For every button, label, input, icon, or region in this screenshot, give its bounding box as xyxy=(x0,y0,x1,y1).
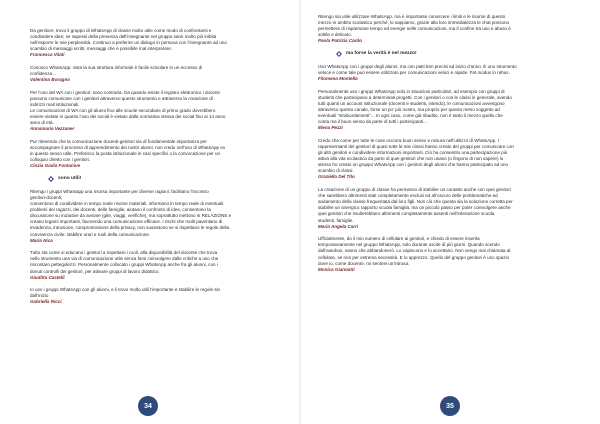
author-name: Paola Patrizia Cardo xyxy=(318,38,362,44)
testimonial-paragraph xyxy=(30,139,282,169)
paragraph-line: rappresentanti dei genitori di quasi tutte le mie classi hanno creato dei gruppi per comunicare con xyxy=(318,144,514,149)
testimonial-paragraph xyxy=(318,187,570,230)
section-heading xyxy=(336,51,570,57)
testimonial-paragraph xyxy=(30,250,282,280)
paragraph-line: andamento della classe frequentata dal loro figli. Non ciò che questa sia la soluzione corretta per xyxy=(318,199,513,205)
paragraph-line: consentono di condividere in tempo reale risorse materiali, informano in tempo reale di eventuali xyxy=(30,201,224,207)
paragraph-line: attraverso questo canale, forse un po’ più nostro, ma proprio per questo meno soggetto ad xyxy=(318,107,500,113)
paragraph-line: Le comunicazioni di WA con gli alunni fino alle scuole secondarie di primo grado dovrebbero xyxy=(30,108,216,114)
paragraph-line: Io uso i gruppi WhatsApp con gli alunni, e li trovo molto utili l’importante è stabilire le regole sin xyxy=(30,287,221,293)
paragraph-line: discussione su iniziative da avviare (gite, viaggi, verifiche), ma soprattutto mettono in RELAZIONE e xyxy=(30,213,232,219)
paragraph-line: dall’inizio xyxy=(30,293,49,299)
paragraph-line: Conosco WhatsApp: vista la sua struttura informale è facile scivolare in un eccesso di xyxy=(30,64,203,70)
paragraph-line: quei genitori che risulterebbero altrimenti completamente assenti nell’interazione scuola, xyxy=(318,211,496,217)
paragraph-line: scambio di classi. xyxy=(318,168,354,174)
paragraph-line: Pur ritenendo che la comunicazione docenti-genitori sia di fondamentale importanza per xyxy=(30,138,207,144)
testimonial-paragraph xyxy=(318,236,570,273)
paragraph-line: conta ma il buon senso da parte di tutti i partecipanti… xyxy=(318,119,428,125)
author-name: Maria Angela Carri xyxy=(318,223,359,229)
author-name: Monica Gianoatti xyxy=(318,266,355,272)
testimonial-paragraph xyxy=(30,90,282,133)
paragraph-line: temporaneamente nel gruppo WhatsApp, solo durante uscite di più giorni. Quando scendo xyxy=(318,242,500,248)
paragraph-line: Credo che come per tutte le cose occorra buon senso e misura nell’utilizzo di WhatsApp. I xyxy=(318,137,499,143)
paragraph-line: scambio di messaggi scritti, messaggi che è possibile mal interpretare. xyxy=(30,46,173,52)
paragraph-line: in questo senso utile. Preferisco la posta istituzionale in casi specifici o la convocazione per un xyxy=(30,151,221,157)
paragraph-line: nell’esporre le mie perplessità. Continuo a preferire un dialogo in persona con l’insegnante ad uno xyxy=(30,40,227,46)
author-name: Filomena Montella xyxy=(318,76,358,82)
left-page-content xyxy=(30,28,282,305)
author-name: Graziella Del Tito xyxy=(318,174,355,180)
paragraph-line: Personalmente uso i gruppi WhatsApp solo in situazioni particolari, ad esempio con gruppi di xyxy=(318,88,505,94)
paragraph-line: anno di età. xyxy=(30,120,54,126)
paragraph-line: condividere idee; se sapessi della presenza dell’insegnante nel gruppo sarei molto più inibita xyxy=(30,34,217,40)
paragraph-line: studenti che partecipano a determinati progetti. Con i genitori o con le classi in generale, avendo xyxy=(318,94,512,100)
paragraph-line: dove io, come docente, mi sentirei un’intrusa. xyxy=(318,260,410,266)
testimonial-paragraph xyxy=(30,189,282,244)
paragraph-line: confidenza… xyxy=(30,71,57,77)
paragraph-line: dovuti controlli dei genitori, per attivare gruppi di lavoro didattico. xyxy=(30,268,160,274)
right-page-content xyxy=(318,14,570,273)
testimonial-paragraph xyxy=(318,64,570,82)
paragraph-line: sottile e delicato. xyxy=(318,32,352,38)
paragraph-line: stesso ho creato un gruppo WhatsApp con i genitori degli alunni che hanno partecipato ad uno xyxy=(318,162,509,168)
paragraph-line: La creazione di un gruppo di classe ha permesso di stabilire un contatto anche con quei genitori xyxy=(318,187,511,193)
paragraph-line: che sarebbero altrimenti stati completamente esclusi ed all’oscuro delle problematiche ed xyxy=(318,193,498,199)
paragraph-line: cellulare, se non per estrema necessità. E lo apprezzo. Quello del gruppo genitori è uno spazio xyxy=(318,254,510,260)
page-number-badge: 34 xyxy=(138,396,158,416)
author-name: Francesca Vitali xyxy=(30,52,65,58)
author-name: Maria Nica xyxy=(30,237,53,243)
paragraph-line: studenti, famiglie. xyxy=(318,217,354,223)
paragraph-line: stabilire un sinergico rapporto scuola famiglia, ma un piccolo passo per poter coinvolgere anche xyxy=(318,205,511,211)
paragraph-line: Ufficialmente, do il mio numero di cellulare ai genitori, e chiedo di essere inserita xyxy=(318,236,480,242)
diamond-bullet-icon xyxy=(336,51,342,57)
paragraph-line: attiva alla vita scolastica da parte di quei genitori che non usano (o fingono di non sapere) lo xyxy=(318,156,504,162)
author-name: Giuditta Castelli xyxy=(30,274,65,280)
paragraph-line: problemi dei ragazzi, dei docenti, delle famiglie, aiutano il confronto di idee, consentono la xyxy=(30,207,211,213)
paragraph-line: Per l’uso del WA con i genitori: sono contraria. Da quando esiste il registro elettronico i docenti xyxy=(30,89,220,95)
paragraph-line: accompagnare il processo di apprendimento dei nostri alunni, non credo nell’uso di WhatsApp ex xyxy=(30,145,226,150)
paragraph-line: essere vietate in quanto l’uso dei social è vietato dalla normativa stessa dei social fino ai 14 anno xyxy=(30,114,226,120)
paragraph-line: nello strumento una via di comunicazione utile senza farsi coinvolgere dalle critiche a uso che xyxy=(30,256,219,262)
section-heading-text: sono utili! xyxy=(58,176,82,182)
author-name: Gabriella Ricci xyxy=(30,299,62,305)
testimonial-paragraph xyxy=(30,287,282,305)
paragraph-line: possono comunicare con i genitori attraverso questo strumento e attraverso la creazione di xyxy=(30,95,213,101)
paragraph-line: veloce e come tale può essere utilizzato per comunicazioni veloci e rapide. Fat modus in rebus. xyxy=(318,70,510,76)
paragraph-line: convivenza civile: stabilire orari e ruoli della comunicazione. xyxy=(30,231,151,237)
paragraph-line: Tutto sta come si educano i genitori a rispettare i ruoli, alla disponibilità del docente che trova xyxy=(30,250,218,256)
paragraph-line: indirizzi mail istituzionali. xyxy=(30,101,80,107)
page-number-badge: 35 xyxy=(440,396,460,416)
paragraph-line: mezzo in ambito scolastico perché, lo sappiamo, grazie alla loro immediatezza le chat possono xyxy=(318,20,510,26)
paragraph-line: riscontaro pettegolezzi. Personalmente collocato i gruppi WhatsApp anche fra gli alunni, con i xyxy=(30,262,218,268)
paragraph-line: dall’autobus, sanno che abbandonerò. Lo capiscono e lo accettano. Non vengo mai chiamata al xyxy=(318,248,511,254)
paragraph-line: invadenza, intrusione, compromissione della privacy, non sussistono se si rispettano le regole della xyxy=(30,225,230,231)
testimonial-paragraph xyxy=(318,138,570,181)
paragraph-line: genitori-docenti; xyxy=(30,194,63,200)
testimonial-paragraph xyxy=(318,14,570,44)
paragraph-line: eventuali “strabordamenti”... In ogni caso, come già ribadito, non è tanto il mezzo quello che xyxy=(318,113,503,119)
paragraph-line: permettere di risparmiare tempo ed energie nelle comunicazioni, ma il confine tra uso e abuso è xyxy=(318,26,511,32)
testimonial-paragraph xyxy=(30,28,282,58)
paragraph-line: Ritengo sia utile utilizzare WhatsApp, ma è importante conoscere i limiti e le risorse di questo xyxy=(318,14,506,19)
paragraph-line: tutti quanti un account istituzionale (docenti e studenti, intendo), le comunicazioni avvengono xyxy=(318,100,505,106)
paragraph-line: creano legami importanti, favorendo una comunicazione efficace. I rischi che molti paventano di xyxy=(30,219,223,225)
paragraph-line: colloquio diretto con i genitori. xyxy=(30,157,91,163)
diamond-bullet-icon xyxy=(48,176,54,182)
testimonial-paragraph xyxy=(30,65,282,83)
testimonial-paragraph xyxy=(318,89,570,132)
section-heading-text: ma forse la verità è nel mezzo! xyxy=(346,51,417,57)
author-name: Cinzia Giulia Fontanive xyxy=(30,163,81,169)
author-name: Elena Pezzi xyxy=(318,125,343,131)
section-heading xyxy=(48,176,282,182)
paragraph-line: Uso WhatsApp con i gruppi degli alunni, ma con patti ben precisi ad inizio d’anno. È uno strumento xyxy=(318,63,517,69)
right-page xyxy=(300,0,600,424)
author-name: Valentina Boragno xyxy=(30,77,71,83)
author-name: Annamaria Vezzaner xyxy=(30,126,75,132)
paragraph-line: Ritengo i gruppi Whatsapp una risorsa importante per diverse ragioni: facilitano l’incontro xyxy=(30,188,209,194)
paragraph-line: gli altri genitori e condividere informazioni importanti. Ciò ha consentito una partecipazione più xyxy=(318,150,508,156)
paragraph-line: Da genitore, trovo il gruppo di WhatsApp di classe molto utile come modo di confrontarsi e xyxy=(30,28,212,33)
